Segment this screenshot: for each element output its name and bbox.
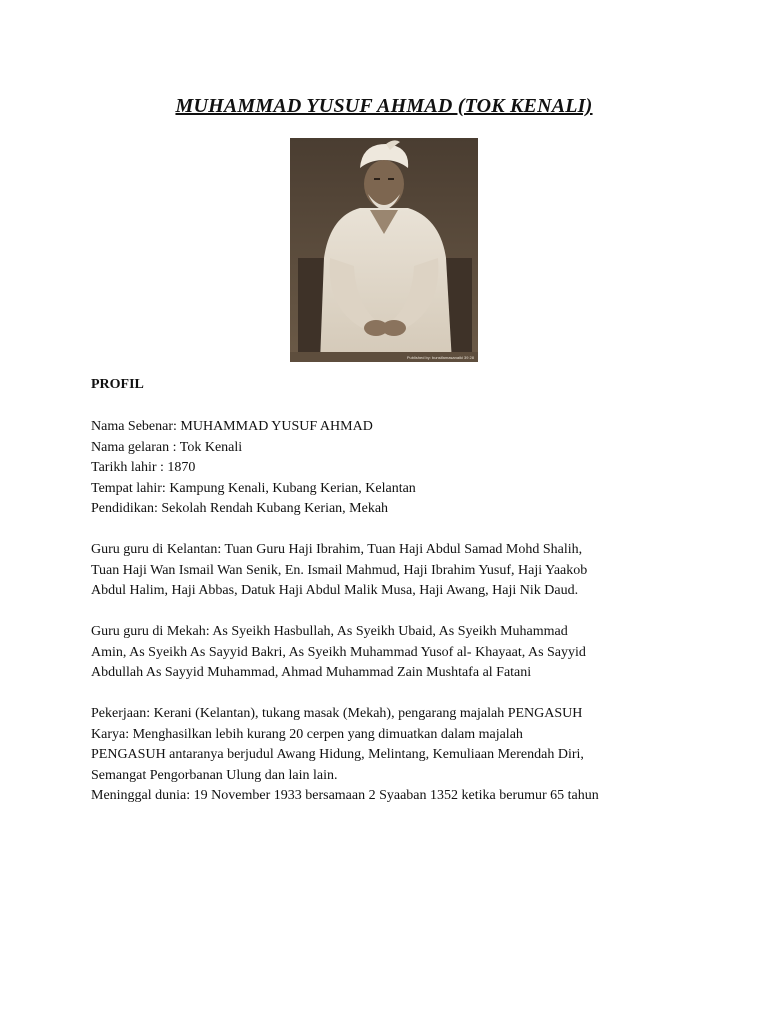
profile-line-birthplace: Tempat lahir: Kampung Kenali, Kubang Kerian, Kelantan (91, 480, 416, 496)
page-title: MUHAMMAD YUSUF AHMAD (TOK KENALI) (175, 95, 593, 117)
guru-mekah-paragraph (91, 622, 691, 684)
guru-kelantan-line: Abdul Halim, Haji Abbas, Datuk Haji Abdul Malik Musa, Haji Awang, Haji Nik Daud. (91, 583, 579, 598)
guru-kelantan-paragraph (91, 540, 691, 602)
guru-mekah-line: Abdullah As Sayyid Muhammad, Ahmad Muhammad Zain Mushtafa al Fatani (91, 665, 532, 680)
photo-caption: Published by: bunsifamasanaiki 39 28 (406, 355, 474, 360)
guru-kelantan-line: Guru guru di Kelantan: Tuan Guru Haji Ibrahim, Tuan Haji Abdul Samad Mohd Shalih, (91, 542, 583, 557)
karya-line: PENGASUH antaranya berjudul Awang Hidung, Melintang, Kemuliaan Merendah Diri, (91, 747, 584, 762)
profile-line-education: Pendidikan: Sekolah Rendah Kubang Kerian, Mekah (91, 501, 389, 516)
karya-line: Karya: Menghasilkan lebih kurang 20 cerpen yang dimuatkan dalam majalah (91, 726, 523, 742)
profile-line-birthdate: Tarikh lahir : 1870 (91, 460, 196, 475)
profile-heading: PROFIL (91, 377, 144, 392)
meninggal-line: Meninggal dunia: 19 November 1933 bersamaan 2 Syaaban 1352 ketika berumur 65 tahun (91, 788, 599, 803)
profile-section (91, 417, 691, 520)
profile-line-name: Nama Sebenar: MUHAMMAD YUSUF AHMAD (91, 419, 373, 434)
profile-line-title: Nama gelaran : Tok Kenali (91, 439, 243, 455)
guru-mekah-line: Amin, As Syeikh As Sayyid Bakri, As Syeikh Muhammad Yusof al- Khayaat, As Sayyid (91, 644, 586, 660)
pekerjaan-paragraph (91, 704, 691, 807)
portrait-photo (290, 138, 478, 362)
pekerjaan-line: Pekerjaan: Kerani (Kelantan), tukang masak (Mekah), pengarang majalah PENGASUH (91, 706, 583, 721)
karya-line: Semangat Pengorbanan Ulung dan lain lain. (91, 767, 338, 783)
guru-kelantan-line: Tuan Haji Wan Ismail Wan Senik, En. Ismail Mahmud, Haji Ibrahim Yusuf, Haji Yaakob (91, 562, 588, 578)
portrait-illustration (290, 138, 478, 362)
guru-mekah-line: Guru guru di Mekah: As Syeikh Hasbullah, As Syeikh Ubaid, As Syeikh Muhammad (91, 624, 568, 639)
